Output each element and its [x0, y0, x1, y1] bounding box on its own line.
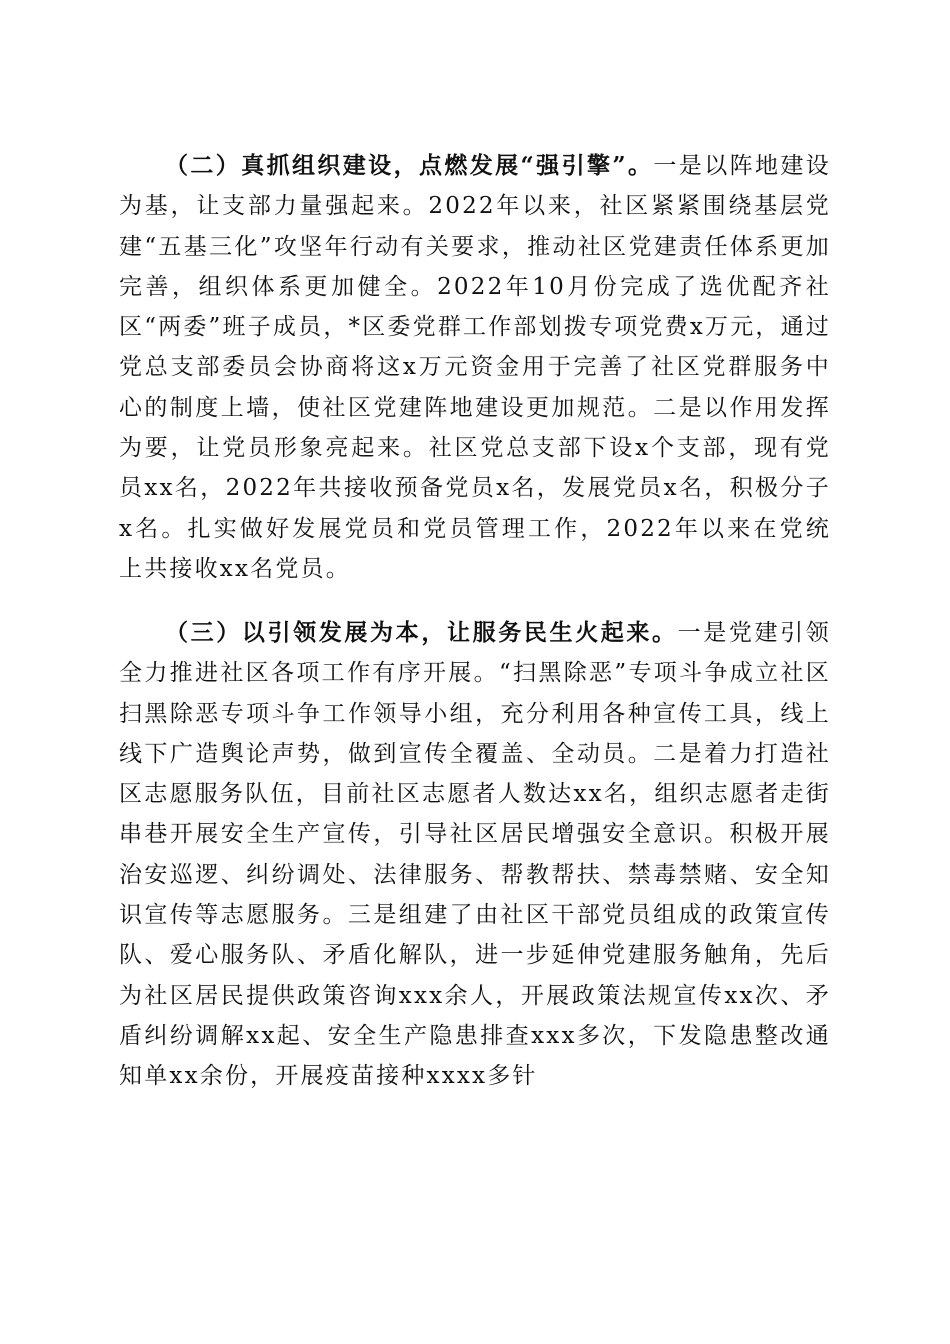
paragraph-text	[119, 613, 831, 1097]
paragraph-body: 一是以阵地建设为基，让支部力量强起来。2022年以来，社区紧紧围绕基层党建“五基三化”攻坚年行动有关要求，推动社区党建责任体系更加完善，组织体系更加健全。2022年10月份完成了选优配齐社区“两委”班子成员，*区委党群工作部划拨专项党费x万元，通过党总支部委员会协商将这x万元资金用于完善了社区党群服务中心的制度上墙，使社区党建阵地建设更加规范。二是以作用发挥为要，让党员形象亮起来。社区党总支部下设x个支部，现有党员xx名，2022年共接收预备党员x名，发展党员x名，积极分子x名。扎实做好发展党员和党员管理工作，2022年以来在党统上共接收xx名党员。	[119, 153, 831, 582]
paragraph-body: 一是党建引领全力推进社区各项工作有序开展。“扫黑除恶”专项斗争成立社区扫黑除恶专项斗争工作领导小组，充分利用各种宣传工具，线上线下广造舆论声势，做到宣传全覆盖、全动员。二是着力打造社区志愿服务队伍，目前社区志愿者人数达xx名，组织志愿者走街串巷开展安全生产宣传，引导社区居民增强安全意识。积极开展治安巡逻、纠纷调处、法律服务、帮教帮扶、禁毒禁赌、安全知识宣传等志愿服务。三是组建了由社区干部党员组成的政策宣传队、爱心服务队、矛盾化解队，进一步延伸党建服务触角，先后为社区居民提供政策咨询xxx余人，开展政策法规宣传xx次、矛盾纠纷调解xx起、安全生产隐患排查xxx多次，下发隐患整改通知单xx余份，开展疫苗接种xxxx多针	[119, 620, 832, 1090]
paragraph-2	[119, 146, 831, 589]
paragraph-text	[119, 146, 831, 589]
paragraph-3	[119, 613, 831, 1097]
paragraph-heading: （二）真抓组织建设，点燃发展“强引擎”。	[165, 152, 654, 179]
paragraph-heading: （三）以引领发展为本，让服务民生火起来。	[165, 619, 678, 646]
